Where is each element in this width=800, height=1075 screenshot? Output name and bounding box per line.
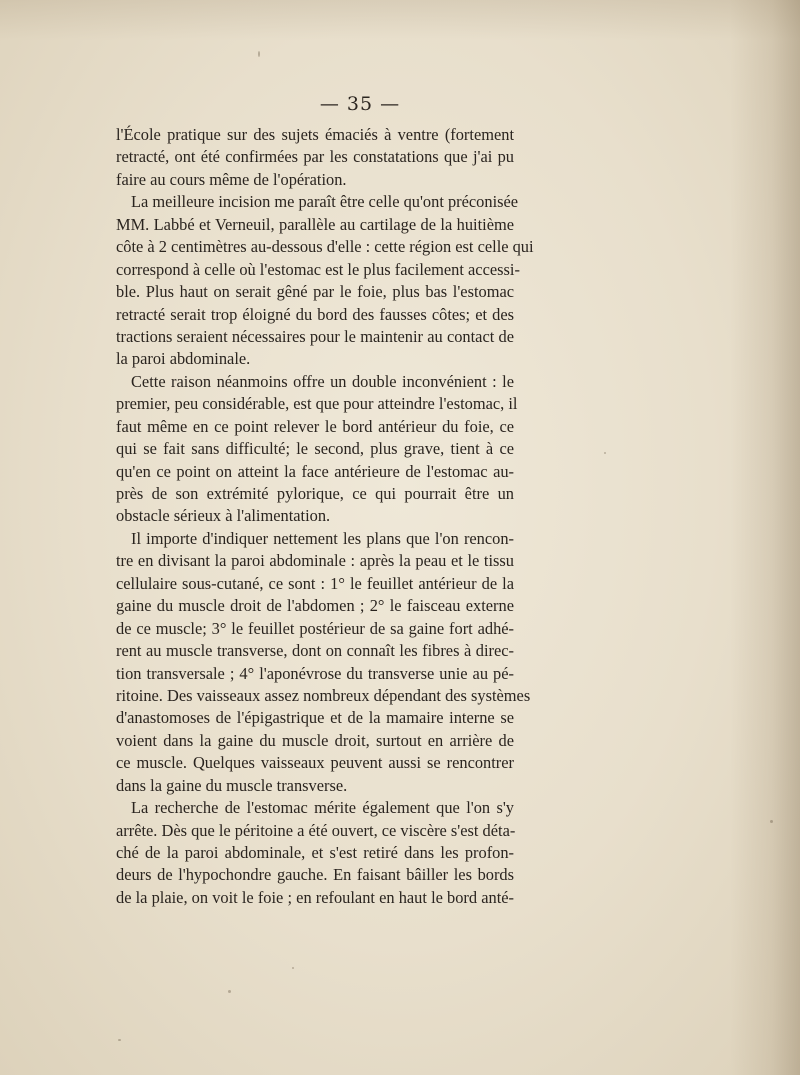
text-line: l'École pratique sur des sujets émaciés à ventre (fortement	[116, 125, 514, 144]
text-line: cellulaire sous-cutané, ce sont : 1° le feuillet antérieur de la	[116, 573, 514, 593]
text-line: retracté, ont été confirmées par les constatations que j'ai pu	[116, 147, 514, 167]
text-line: gaine du muscle droit de l'abdomen ; 2° le faisceau externe	[116, 596, 514, 616]
text-line: Il importe d'indiquer nettement les plans que l'on rencon-	[131, 528, 514, 548]
text-line: faut même en ce point relever le bord antérieur du foie, ce	[116, 416, 514, 436]
text-line: ce muscle. Quelques vaisseaux peuvent aussi se rencontrer	[116, 753, 514, 773]
paper-speck	[118, 1039, 121, 1041]
text-line: dans la gaine du muscle transverse.	[116, 775, 348, 795]
text-line: La recherche de l'estomac mérite également que l'on s'y	[131, 798, 514, 818]
text-line: retracté serait trop éloigné du bord des fausses côtes; et des	[116, 304, 514, 324]
text-line: voient dans la gaine du muscle droit, surtout en arrière de	[116, 730, 514, 750]
paper-speck	[258, 51, 260, 57]
text-line: tion transversale ; 4° l'aponévrose du transverse unie au pé-	[116, 663, 514, 683]
text-line: de la plaie, on voit le foie ; en refoulant en haut le bord anté-	[116, 887, 514, 907]
text-line: de ce muscle; 3° le feuillet postérieur de sa gaine fort adhé-	[116, 618, 514, 638]
text-line: premier, peu considérable, est que pour atteindre l'estomac, il	[116, 394, 518, 414]
paper-speck	[604, 452, 606, 454]
text-line: obstacle sérieux à l'alimentation.	[116, 506, 331, 526]
text-line: d'anastomoses de l'épigastrique et de la mamaire interne se	[116, 708, 514, 728]
text-line: MM. Labbé et Verneuil, parallèle au cartilage de la huitième	[116, 214, 514, 234]
text-line: faire au cours même de l'opération.	[116, 169, 347, 189]
text-line: près de son extrémité pylorique, ce qui pourrait être un	[116, 484, 514, 503]
text-line: tre en divisant la paroi abdominale : après la peau et le tissu	[116, 551, 514, 571]
body-text	[116, 124, 534, 909]
text-line: ché de la paroi abdominale, et s'est retiré dans les profon-	[116, 843, 514, 862]
text-line: ble. Plus haut on serait gêné par le foie, plus bas l'estomac	[116, 282, 514, 302]
text-line: ritoine. Des vaisseaux assez nombreux dépendant des systèmes	[116, 685, 531, 705]
text-line: rent au muscle transverse, dont on connaît les fibres à direc-	[116, 641, 514, 661]
text-line: la paroi abdominale.	[116, 349, 251, 369]
page-number: — 35 —	[319, 93, 401, 115]
text-line: qui se fait sans difficulté; le second, plus grave, tient à ce	[116, 439, 514, 459]
paper-speck	[770, 820, 773, 823]
page-shadow-right	[730, 0, 800, 1075]
paper-speck	[292, 967, 294, 969]
text-line: La meilleure incision me paraît être celle qu'ont préconisée	[131, 192, 519, 212]
text-line: côte à 2 centimètres au-dessous d'elle : cette région est celle qui	[116, 237, 534, 257]
page-shadow-top	[0, 0, 800, 40]
text-line: tractions seraient nécessaires pour le maintenir au contact de	[116, 326, 514, 346]
text-line: deurs de l'hypochondre gauche. En faisant bâiller les bords	[116, 865, 514, 885]
text-line: Cette raison néanmoins offre un double inconvénient : le	[131, 371, 514, 391]
text-line: arrête. Dès que le péritoine a été ouvert, ce viscère s'est déta-	[116, 820, 516, 840]
text-line: qu'en ce point on atteint la face antérieure de l'estomac au-	[116, 461, 514, 481]
text-line: correspond à celle où l'estomac est le plus facilement accessi-	[116, 259, 520, 279]
paper-speck	[228, 990, 231, 993]
